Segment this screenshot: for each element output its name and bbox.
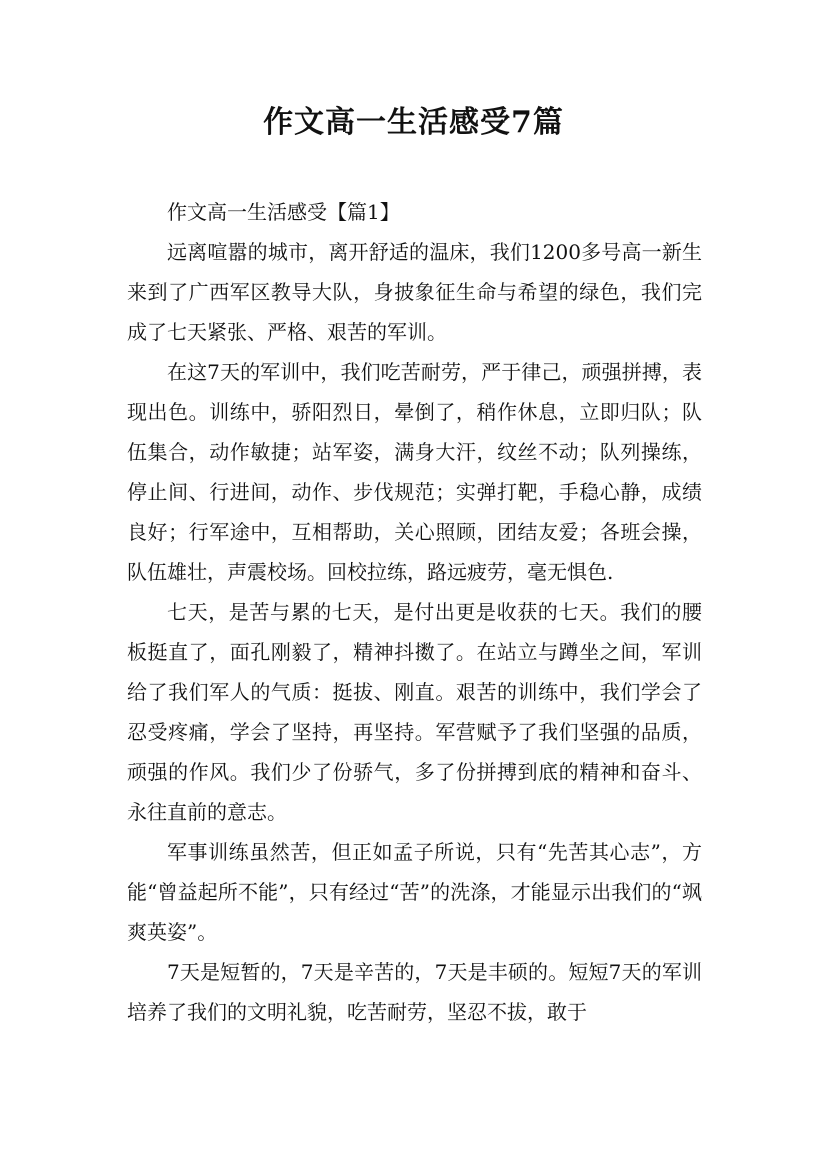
paragraph-4: 军事训练虽然苦，但正如孟子所说，只有“先苦其心志”，方能“曾益起所不能”，只有经过“苦”的洗涤，才能显示出我们的“飒爽英姿”。 — [127, 840, 702, 944]
paragraph-2: 在这7天的军训中，我们吃苦耐劳，严于律己，顽强拼搏，表现出色。训练中，骄阳烈日，晕倒了，稍作休息，立即归队；队伍集合，动作敏捷；站军姿，满身大汗，纹丝不动；队列操练，停止间、行进间，动作、步伐规范；实弹打靶，手稳心静，成绩良好；行军途中，互相帮助，关心照顾，团结友爱；各班会操，队伍雄壮，声震校场。回校拉练，路远疲劳，毫无惧色. — [127, 360, 702, 584]
section-heading: 作文高一生活感受【篇1】 — [167, 200, 400, 224]
paragraph-3: 七天，是苦与累的七天，是付出更是收获的七天。我们的腰板挺直了，面孔刚毅了，精神抖擞了。在站立与蹲坐之间，军训给了我们军人的气质：挺拔、刚直。艰苦的训练中，我们学会了忍受疼痛，学会了坚持，再坚持。军营赋予了我们坚强的品质，顽强的作风。我们少了份骄气，多了份拼搏到底的精神和奋斗、永往直前的意志。 — [127, 600, 702, 824]
document-title: 作文高一生活感受7篇 — [263, 105, 564, 140]
paragraph-1: 远离喧嚣的城市，离开舒适的温床，我们1200多号高一新生来到了广西军区教导大队，身披象征生命与希望的绿色，我们完成了七天紧张、严格、艰苦的军训。 — [127, 240, 702, 344]
document-body — [127, 192, 702, 1032]
paragraph-5: 7天是短暂的，7天是辛苦的，7天是丰硕的。短短7天的军训培养了我们的文明礼貌，吃苦耐劳，坚忍不拔，敢于 — [127, 960, 702, 1024]
